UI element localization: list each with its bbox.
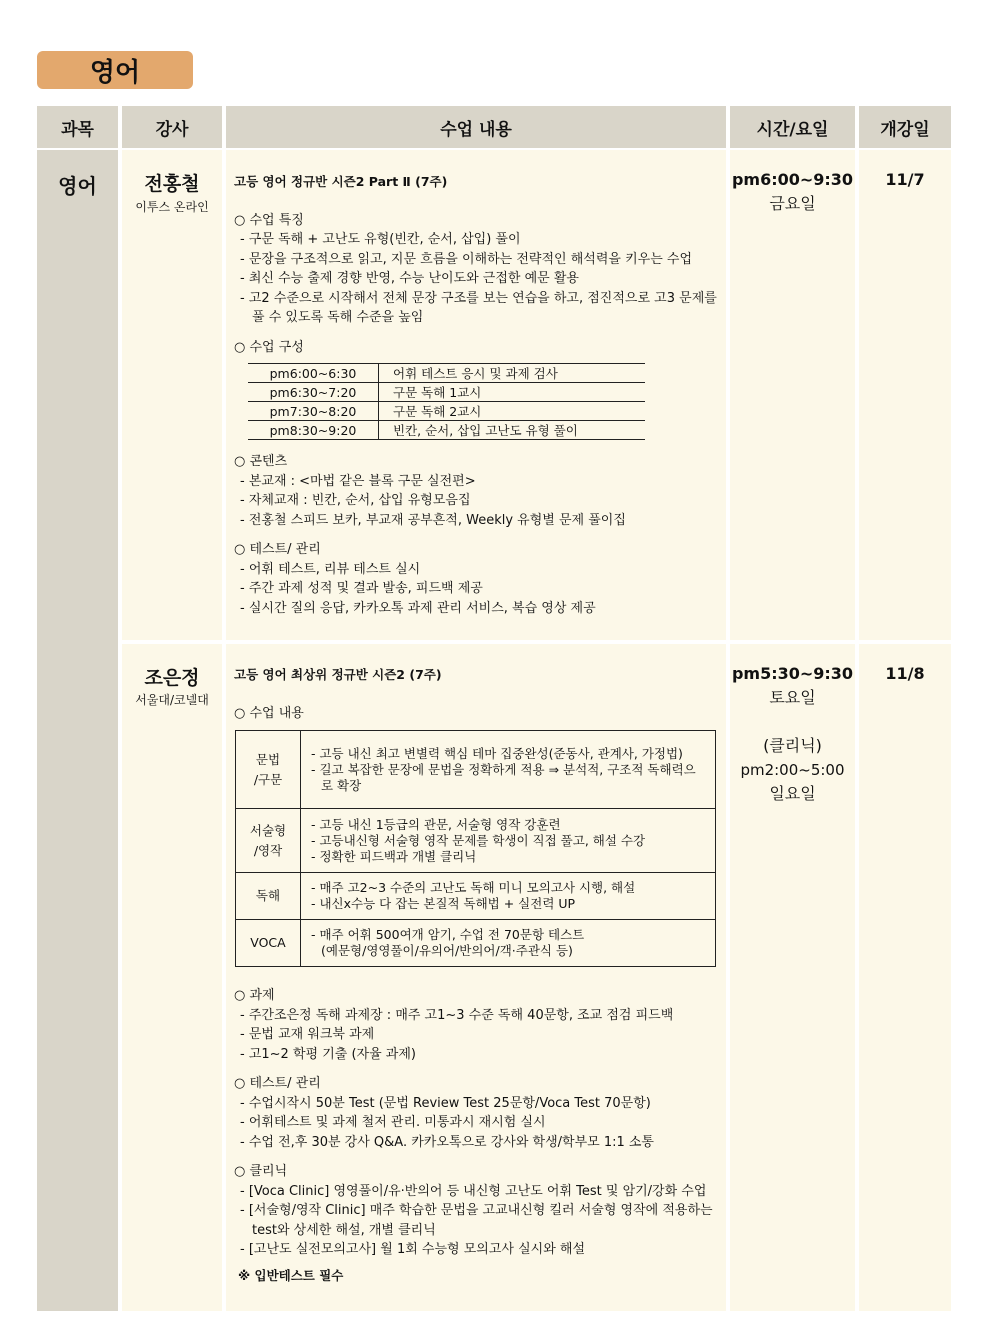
table-row <box>248 364 645 383</box>
test-heading: ○ 테스트/ 관리 <box>234 1076 321 1091</box>
header-content: 수업 내용 <box>226 106 726 148</box>
subject-name: 영어 <box>58 174 97 198</box>
subject-column <box>37 150 118 1311</box>
class-time: pm5:30~9:30 <box>731 664 854 683</box>
list-item: - 전홍철 스피드 보카, 부교재 공부흔적, Weekly 유형별 문제 풀이집 <box>240 512 626 528</box>
grid-text: - 고등 내신 1등급의 관문, 서술형 영작 강훈련 - 고등내신형 서술형 영작 문제를 학생이 직접 풀고, 해설 수강 - 정확한 피드백과 개별 클리닉 <box>301 809 716 873</box>
teacher-name: 조은정 <box>144 667 200 689</box>
list-item: - 구문 독해 + 고난도 유형(빈칸, 순서, 삽입) 풀이 <box>240 232 521 247</box>
list-item: - 어휘테스트 및 과제 철저 관리. 미통과시 재시험 실시 <box>240 1115 546 1130</box>
course-title: 고등 영어 최상위 정규반 시즌2 (7주) <box>234 667 442 682</box>
list-item: - 고2 수준으로 시작해서 전체 문장 구조를 보는 연습을 하고, 점진적으로 고3 문제를 풀 수 있도록 독해 수준을 높임 <box>240 290 717 325</box>
grid-text: - 매주 어휘 500여개 암기, 수업 전 70문항 테스트 (예문형/영영풀이/유의어/반의어/객·주관식 등) <box>301 920 716 967</box>
start-cell-1 <box>859 150 951 640</box>
class-day: 토요일 <box>769 688 816 707</box>
contents-heading: ○ 콘텐츠 <box>234 454 288 469</box>
schedule-time: pm6:00~6:30 <box>248 364 379 383</box>
list-item: - 문법 교재 워크북 과제 <box>240 1027 375 1042</box>
list-item: - 고1~2 학평 기출 (자율 과제) <box>240 1046 416 1062</box>
time-cell-1 <box>730 150 855 640</box>
schedule-desc: 구문 독해 2교시 <box>379 402 646 421</box>
table-row <box>236 920 716 967</box>
list-item: - 실시간 질의 응답, 카카오톡 과제 관리 서비스, 복습 영상 제공 <box>240 600 596 616</box>
list-item: - [고난도 실전모의고사] 월 1회 수능형 모의고사 실시와 해설 <box>240 1242 585 1257</box>
clinic-label: (클리닉) <box>763 736 822 755</box>
structure-heading: ○ 수업 구성 <box>234 339 304 355</box>
list-item: - 주간 과제 성적 및 결과 발송, 피드백 제공 <box>240 581 483 596</box>
schedule-time: pm7:30~8:20 <box>248 402 379 421</box>
course-title: 고등 영어 정규반 시즌2 Part Ⅱ (7주) <box>234 174 448 189</box>
schedule-table <box>248 363 645 440</box>
feature-heading: ○ 수업 특징 <box>234 212 304 228</box>
list-item: - 어휘 테스트, 리뷰 테스트 실시 <box>240 561 421 577</box>
table-row <box>236 809 716 873</box>
teacher-cell-2 <box>122 644 222 1311</box>
table-row <box>248 402 645 421</box>
schedule-desc: 어휘 테스트 응시 및 과제 검사 <box>379 364 646 383</box>
schedule-desc: 구문 독해 1교시 <box>379 383 646 402</box>
table-row <box>236 731 716 809</box>
list-item: - [서술형/영작 Clinic] 매주 학습한 문법을 고교내신형 킬러 서술형 영작에 적용하는 test와 상세한 해설, 개별 클리닉 <box>240 1203 713 1238</box>
schedule-time: pm8:30~9:20 <box>248 421 379 440</box>
start-date: 11/7 <box>885 170 925 189</box>
header-teacher: 강사 <box>122 106 222 148</box>
table-row <box>236 873 716 920</box>
grid-label: 문법 /구문 <box>236 731 301 809</box>
list-item: - 문장을 구조적으로 읽고, 지문 흐름을 이해하는 전략적인 해석력을 키우는 수업 <box>240 251 693 267</box>
content-heading: ○ 수업 내용 <box>234 705 304 721</box>
grid-label: 서술형 /영작 <box>236 809 301 873</box>
header-start: 개강일 <box>859 106 951 148</box>
table-row <box>248 421 645 440</box>
test-heading: ○ 테스트/ 관리 <box>234 542 321 557</box>
homework-heading: ○ 과제 <box>234 988 275 1003</box>
class-time: pm6:00~9:30 <box>731 170 854 189</box>
list-item: - 수업 전,후 30분 강사 Q&A. 카카오톡으로 강사와 학생/학부모 1:1 소통 <box>240 1134 654 1150</box>
grid-label: VOCA <box>236 920 301 967</box>
start-cell-2 <box>859 644 951 1311</box>
teacher-affiliation: 이투스 온라인 <box>135 200 209 214</box>
list-item: - 자체교재 : 빈칸, 순서, 삽입 유형모음집 <box>240 493 471 508</box>
list-item: - [Voca Clinic] 영영풀이/유·반의어 등 내신형 고난도 어휘 Test 및 암기/강화 수업 <box>240 1183 707 1199</box>
list-item: - 수업시작시 50분 Test (문법 Review Test 25문항/Voca Test 70문항) <box>240 1095 651 1111</box>
time-cell-2 <box>730 644 855 1311</box>
teacher-name: 전홍철 <box>144 173 200 195</box>
schedule-time: pm6:30~7:20 <box>248 383 379 402</box>
teacher-affiliation: 서울대/코넬대 <box>135 693 209 707</box>
content-cell-2 <box>226 644 726 1311</box>
list-item: - 주간조은정 독해 과제장 : 매주 고1~3 수준 독해 40문항, 조교 점검 피드백 <box>240 1007 674 1023</box>
table-row <box>248 383 645 402</box>
grid-text: - 매주 고2~3 수준의 고난도 독해 미니 모의고사 시행, 해설 - 내신x수능 다 잡는 본질적 독해법 + 실전력 UP <box>301 873 716 920</box>
section-title: 영어 <box>37 51 193 89</box>
clinic-day: 일요일 <box>769 784 816 803</box>
start-date: 11/8 <box>885 664 925 683</box>
class-day: 금요일 <box>769 194 816 213</box>
grid-label: 독해 <box>236 873 301 920</box>
entrance-test-note: ※ 입반테스트 필수 <box>238 1267 344 1283</box>
teacher-cell-1 <box>122 150 222 640</box>
clinic-time: pm2:00~5:00 <box>740 761 845 779</box>
clinic-heading: ○ 클리닉 <box>234 1164 288 1179</box>
header-subject: 과목 <box>37 106 118 148</box>
list-item: - 본교재 : <마법 같은 블록 구문 실전편> <box>240 473 476 489</box>
grid-text: - 고등 내신 최고 변별력 핵심 테마 집중완성(준동사, 관계사, 가정법) - 길고 복잡한 문장에 문법을 정확하게 적용 ⇒ 분석적, 구조적 독해력으로 확장 <box>301 731 716 809</box>
list-item: - 최신 수능 출제 경향 반영, 수능 난이도와 근접한 예문 활용 <box>240 271 579 286</box>
header-time: 시간/요일 <box>730 106 855 148</box>
content-cell-1 <box>226 150 726 640</box>
schedule-desc: 빈칸, 순서, 삽입 고난도 유형 풀이 <box>379 421 646 440</box>
content-grid <box>235 730 716 967</box>
